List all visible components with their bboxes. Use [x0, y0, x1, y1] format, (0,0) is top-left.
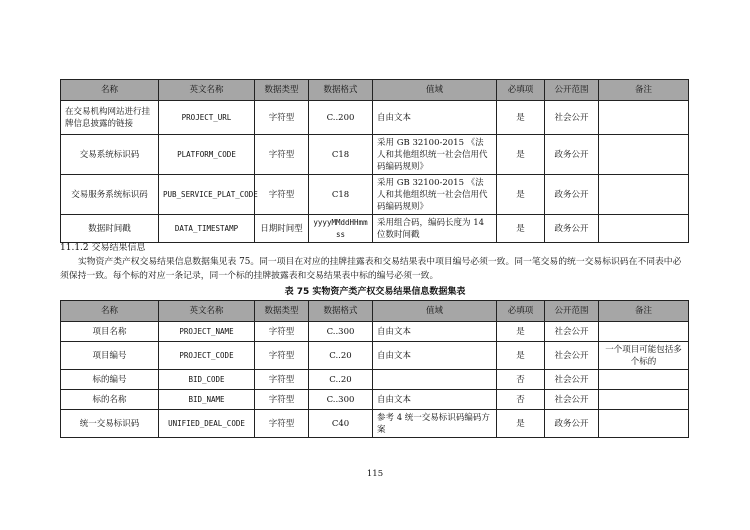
cell-scope: 政务公开: [545, 175, 599, 215]
header-data-type: 数据类型: [255, 301, 309, 322]
cell-name: 项目名称: [61, 322, 159, 342]
cell-required: 否: [497, 390, 545, 410]
cell-value-range: 自由文本: [373, 322, 497, 342]
header-data-format: 数据格式: [309, 301, 373, 322]
cell-english-name: PUB_SERVICE_PLAT_CODE: [159, 175, 255, 215]
cell-value-range: [373, 370, 497, 390]
table-row: [61, 410, 689, 438]
data-table-1: [60, 79, 689, 243]
table-header-row: [61, 301, 689, 322]
cell-name: 标的名称: [61, 390, 159, 410]
header-remarks: 备注: [599, 301, 689, 322]
cell-name: 数据时间戳: [61, 215, 159, 243]
data-table-75: [60, 300, 689, 438]
cell-name: 统一交易标识码: [61, 410, 159, 438]
cell-scope: 社会公开: [545, 390, 599, 410]
header-scope: 公开范围: [545, 301, 599, 322]
cell-remarks: [599, 215, 689, 243]
cell-required: 是: [497, 322, 545, 342]
cell-data-format: C18: [309, 175, 373, 215]
header-name: 名称: [61, 301, 159, 322]
cell-data-type: 字符型: [255, 322, 309, 342]
cell-english-name: PROJECT_NAME: [159, 322, 255, 342]
cell-data-format: C..20: [309, 342, 373, 370]
cell-remarks: [599, 322, 689, 342]
cell-scope: 社会公开: [545, 370, 599, 390]
cell-data-type: 字符型: [255, 410, 309, 438]
table-row: [61, 175, 689, 215]
cell-english-name: BID_CODE: [159, 370, 255, 390]
cell-required: 否: [497, 370, 545, 390]
cell-english-name: PROJECT_URL: [159, 101, 255, 135]
header-scope: 公开范围: [545, 80, 599, 101]
table-row: [61, 390, 689, 410]
cell-value-range: 采用 GB 32100-2015 《法人和其他组织统一社会信用代码编码规则》: [373, 135, 497, 175]
cell-name: 交易系统标识码: [61, 135, 159, 175]
cell-data-type: 字符型: [255, 370, 309, 390]
cell-english-name: PLATFORM_CODE: [159, 135, 255, 175]
cell-name: 项目编号: [61, 342, 159, 370]
cell-data-type: 字符型: [255, 101, 309, 135]
page-number: 115: [366, 469, 384, 479]
table-row: [61, 342, 689, 370]
cell-data-format: C..200: [309, 101, 373, 135]
table-row: [61, 135, 689, 175]
cell-remarks: [599, 135, 689, 175]
cell-value-range: 采用组合码，编码长度为 14 位数时间戳: [373, 215, 497, 243]
header-required: 必填项: [497, 301, 545, 322]
cell-remarks: [599, 370, 689, 390]
cell-remarks: 一个项目可能包括多个标的: [599, 342, 689, 370]
cell-data-format: C..300: [309, 322, 373, 342]
cell-remarks: [599, 410, 689, 438]
cell-data-format: C40: [309, 410, 373, 438]
cell-english-name: UNIFIED_DEAL_CODE: [159, 410, 255, 438]
cell-data-type: 字符型: [255, 342, 309, 370]
header-required: 必填项: [497, 80, 545, 101]
header-remarks: 备注: [599, 80, 689, 101]
header-english-name: 英文名称: [159, 80, 255, 101]
header-name: 名称: [61, 80, 159, 101]
table-row: [61, 370, 689, 390]
cell-scope: 社会公开: [545, 342, 599, 370]
cell-data-type: 字符型: [255, 175, 309, 215]
cell-required: 是: [497, 101, 545, 135]
table-caption: 表 75 实物资产类产权交易结果信息数据集表: [284, 287, 466, 297]
cell-required: 是: [497, 135, 545, 175]
cell-value-range: 自由文本: [373, 390, 497, 410]
section-heading: 11.1.2 交易结果信息: [60, 243, 146, 253]
cell-scope: 政务公开: [545, 215, 599, 243]
cell-value-range: 自由文本: [373, 101, 497, 135]
cell-required: 是: [497, 342, 545, 370]
cell-english-name: PROJECT_CODE: [159, 342, 255, 370]
cell-remarks: [599, 390, 689, 410]
cell-remarks: [599, 175, 689, 215]
cell-name: 标的编号: [61, 370, 159, 390]
cell-data-format: C..300: [309, 390, 373, 410]
cell-english-name: BID_NAME: [159, 390, 255, 410]
header-value-range: 值域: [373, 80, 497, 101]
header-value-range: 值域: [373, 301, 497, 322]
cell-data-type: 字符型: [255, 135, 309, 175]
table-row: [61, 101, 689, 135]
cell-required: 是: [497, 175, 545, 215]
cell-data-format: C..20: [309, 370, 373, 390]
cell-english-name: DATA_TIMESTAMP: [159, 215, 255, 243]
body-paragraph: 实物资产类产权交易结果信息数据集见表 75。同一项目在对应的挂牌挂露表和交易结果表中项目编号必须一致。同一笔交易的统一交易标识码在不同表中必须保持一致。每个标的对应一条记录，同一个标的挂牌披露表和交易结果表中标的编号必须一致。: [60, 257, 682, 281]
cell-value-range: 自由文本: [373, 342, 497, 370]
header-data-type: 数据类型: [255, 80, 309, 101]
table-row: [61, 322, 689, 342]
cell-required: 是: [497, 410, 545, 438]
cell-data-format: yyyyMMddHHmmss: [309, 215, 373, 243]
cell-data-format: C18: [309, 135, 373, 175]
cell-data-type: 日期时间型: [255, 215, 309, 243]
cell-scope: 社会公开: [545, 101, 599, 135]
cell-data-type: 字符型: [255, 390, 309, 410]
header-english-name: 英文名称: [159, 301, 255, 322]
cell-value-range: 采用 GB 32100-2015 《法人和其他组织统一社会信用代码编码规则》: [373, 175, 497, 215]
cell-scope: 政务公开: [545, 135, 599, 175]
table-header-row: [61, 80, 689, 101]
header-data-format: 数据格式: [309, 80, 373, 101]
cell-name: 在交易机构网站进行挂牌信息披露的链接: [61, 101, 159, 135]
cell-name: 交易服务系统标识码: [61, 175, 159, 215]
cell-remarks: [599, 101, 689, 135]
cell-value-range: 参考 4 统一交易标识码编码方案: [373, 410, 497, 438]
cell-required: 是: [497, 215, 545, 243]
table-row: [61, 215, 689, 243]
cell-scope: 社会公开: [545, 322, 599, 342]
cell-scope: 政务公开: [545, 410, 599, 438]
